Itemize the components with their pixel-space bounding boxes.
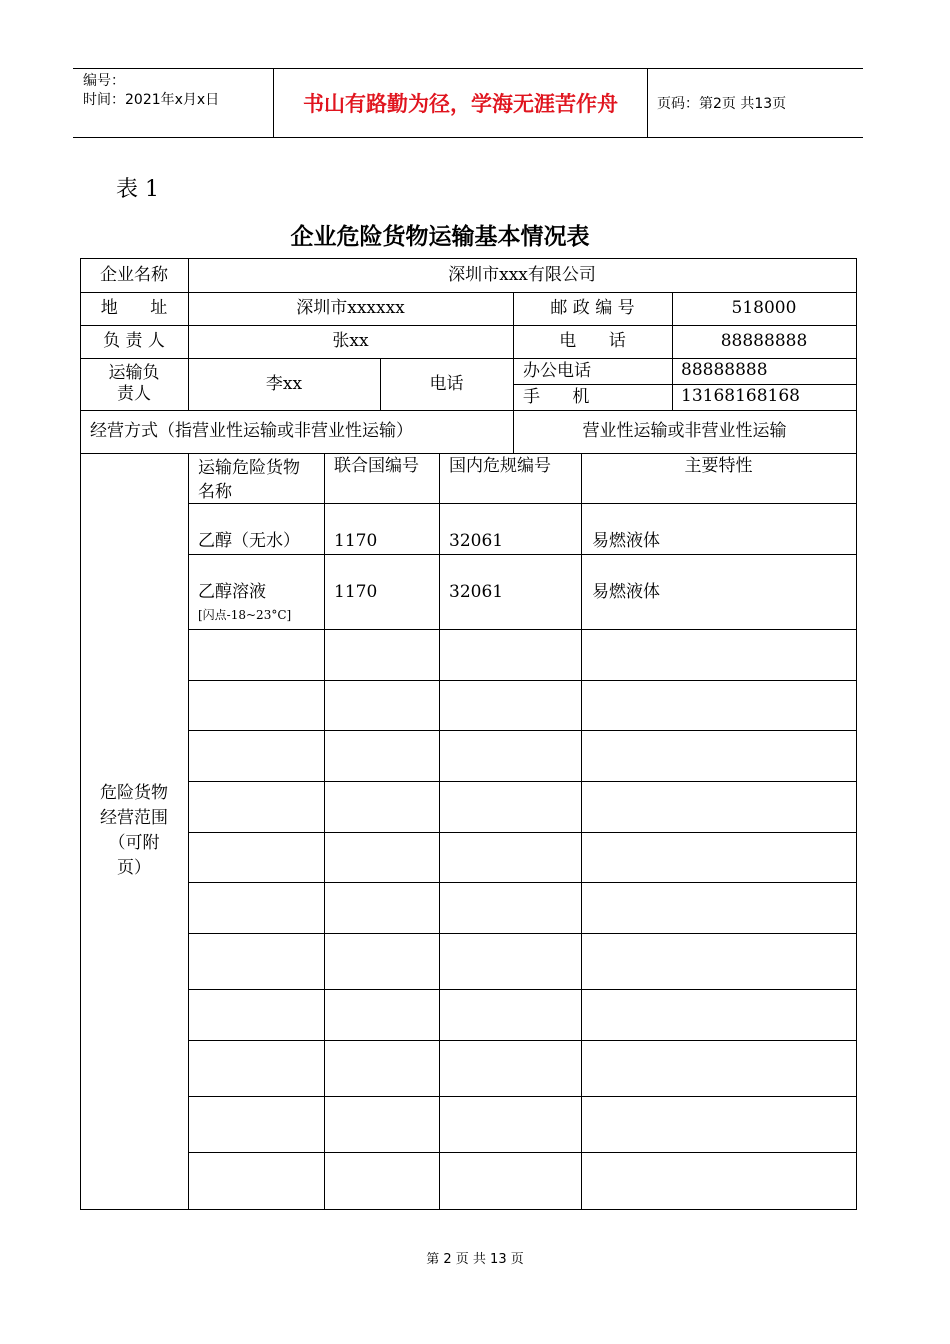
goods-property: 易燃液体 bbox=[592, 582, 660, 602]
transport-manager-label-line2: 责人 bbox=[117, 384, 151, 404]
goods-name: 乙醇溶液 bbox=[198, 582, 266, 602]
postcode-value: 518000 bbox=[731, 298, 797, 318]
mobile-value: 13168168168 bbox=[681, 386, 800, 406]
address-value: 深圳市xxxxxx bbox=[296, 298, 405, 318]
table-number: 表 1 bbox=[116, 177, 159, 202]
scope-label-line2: 经营范围 bbox=[100, 808, 168, 828]
transport-manager-label bbox=[80, 358, 188, 410]
header-meta bbox=[73, 69, 274, 137]
goods-note: [闪点-18~23°C] bbox=[198, 608, 292, 622]
page-footer: 第 2 页 共 13 页 bbox=[426, 1252, 524, 1267]
scope-label-line3: （可附 bbox=[108, 833, 160, 853]
column-properties: 主要特性 bbox=[684, 456, 753, 476]
document-title: 企业危险货物运输基本情况表 bbox=[290, 224, 590, 250]
office-phone-label: 办公电话 bbox=[523, 361, 591, 381]
goods-domestic-number: 32061 bbox=[449, 582, 504, 602]
column-domestic-number: 国内危规编号 bbox=[449, 456, 551, 476]
goods-un-number: 1170 bbox=[334, 582, 378, 602]
address-label: 地 址 bbox=[100, 298, 168, 318]
mobile-label: 手 机 bbox=[523, 387, 590, 407]
scope-label-line1: 危险货物 bbox=[100, 783, 168, 803]
header-motto: 书山有路勤为径，学海无涯苦作舟 bbox=[274, 69, 648, 137]
company-name-value: 深圳市xxx有限公司 bbox=[448, 264, 596, 285]
transport-manager-value: 李xx bbox=[265, 373, 303, 394]
column-goods-name-line2: 名称 bbox=[198, 482, 232, 502]
goods-domestic-number: 32061 bbox=[449, 531, 504, 551]
phone-value: 88888888 bbox=[720, 331, 808, 351]
column-goods-name-line1: 运输危险货物 bbox=[198, 458, 300, 478]
manager-value: 张xx bbox=[332, 331, 369, 351]
goods-un-number: 1170 bbox=[334, 531, 378, 551]
goods-property: 易燃液体 bbox=[592, 531, 660, 551]
business-mode-label: 经营方式（指营业性运输或非营业性运输） bbox=[90, 421, 413, 441]
column-goods-name bbox=[198, 456, 324, 502]
transport-phone-label: 电话 bbox=[429, 373, 464, 394]
column-un-number: 联合国编号 bbox=[334, 456, 419, 476]
scope-label bbox=[80, 453, 188, 1209]
company-name-label: 企业名称 bbox=[100, 264, 168, 285]
manager-label: 负 责 人 bbox=[103, 331, 165, 351]
phone-label: 电 话 bbox=[559, 331, 626, 351]
document-time: 时间：2021年x月x日 bbox=[83, 92, 220, 108]
document-number-label: 编号： bbox=[83, 73, 125, 89]
postcode-label: 邮 政 编 号 bbox=[550, 298, 635, 318]
office-phone-value: 88888888 bbox=[681, 360, 768, 380]
page-header bbox=[73, 68, 863, 138]
transport-manager-label-line1: 运输负 bbox=[108, 363, 160, 383]
business-mode-value: 营业性运输或非营业性运输 bbox=[582, 421, 787, 441]
goods-name: 乙醇（无水） bbox=[198, 531, 300, 551]
header-page-info: 页码：第2页 共13页 bbox=[657, 96, 787, 112]
scope-label-line4: 页） bbox=[117, 858, 151, 878]
